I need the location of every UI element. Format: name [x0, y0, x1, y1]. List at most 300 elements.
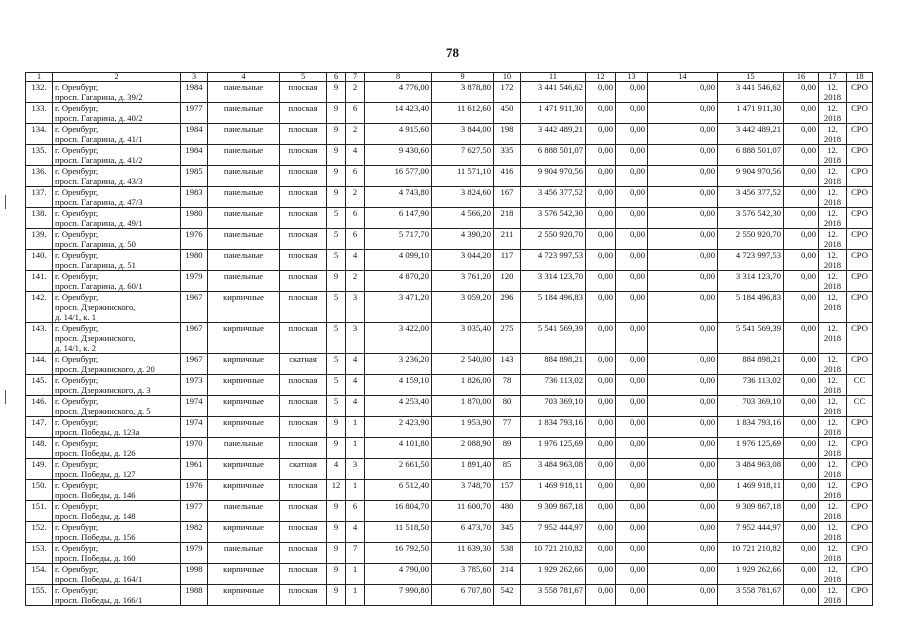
repair-date-line: 12.	[827, 543, 838, 553]
cost-col-15-cell: 6 888 501,07	[718, 145, 784, 166]
floors-cell: 12	[327, 480, 346, 501]
table-row	[26, 229, 873, 250]
repair-date-line: 2018	[823, 574, 842, 584]
residents-cell: 275	[494, 323, 521, 354]
table-row	[26, 250, 873, 271]
cost-col-15-cell: 1 834 793,16	[718, 417, 784, 438]
cost-col-15-cell: 9 309 867,18	[718, 501, 784, 522]
cost-col-16-cell: 0,00	[784, 145, 819, 166]
repair-cost-cell: 1 929 262,66	[521, 564, 586, 585]
residents-cell: 120	[494, 271, 521, 292]
repair-cost-cell: 736 113,02	[521, 375, 586, 396]
residents-cell: 172	[494, 82, 521, 103]
repair-cost-cell: 3 442 489,21	[521, 124, 586, 145]
cost-col-13-cell: 0,00	[616, 438, 648, 459]
cost-col-15-cell: 7 952 444,97	[718, 522, 784, 543]
year-built-cell: 1976	[181, 480, 208, 501]
year-built-cell: 1984	[181, 82, 208, 103]
address-line: г. Оренбург,	[55, 417, 99, 427]
total-area-cell: 4 870,20	[365, 271, 432, 292]
year-built-cell: 1974	[181, 396, 208, 417]
wall-material-cell: кирпичные	[208, 585, 280, 606]
repair-date-line: 2018	[823, 490, 842, 500]
living-area-cell: 4 566,20	[432, 208, 494, 229]
fund-type-cell: СРО	[847, 438, 873, 459]
repair-date-line: 12.	[827, 480, 838, 490]
repair-date-line: 2018	[823, 302, 842, 312]
repair-cost-cell: 1 469 918,11	[521, 480, 586, 501]
wall-material-cell: панельные	[208, 438, 280, 459]
address-line: г. Оренбург,	[55, 564, 99, 574]
floors-cell: 5	[327, 229, 346, 250]
repair-date-line: 12.	[827, 585, 838, 595]
cost-col-14-cell: 0,00	[648, 208, 718, 229]
cost-col-16-cell: 0,00	[784, 522, 819, 543]
repair-date-line: 2018	[823, 385, 842, 395]
total-area-cell: 5 717,70	[365, 229, 432, 250]
entrances-cell: 3	[346, 323, 365, 354]
residents-cell: 89	[494, 438, 521, 459]
repair-date-cell	[819, 250, 847, 271]
repair-cost-cell: 3 576 542,30	[521, 208, 586, 229]
address-line: г. Оренбург,	[55, 187, 99, 197]
repair-cost-cell: 9 904 970,56	[521, 166, 586, 187]
year-built-cell: 1988	[181, 585, 208, 606]
cost-col-12-cell: 0,00	[586, 124, 616, 145]
fund-type-cell: СРО	[847, 250, 873, 271]
column-number: 3	[181, 73, 208, 82]
residents-cell: 416	[494, 166, 521, 187]
floors-cell: 9	[327, 145, 346, 166]
repair-date-cell	[819, 124, 847, 145]
column-number: 5	[280, 73, 327, 82]
address-line: г. Оренбург,	[55, 103, 99, 113]
repair-date-line: 12.	[827, 250, 838, 260]
fund-type-cell: СРО	[847, 187, 873, 208]
repair-date-cell	[819, 396, 847, 417]
repair-date-cell	[819, 417, 847, 438]
repair-date-cell	[819, 292, 847, 323]
address-line: г. Оренбург,	[55, 271, 99, 281]
floors-cell: 5	[327, 323, 346, 354]
cost-col-13-cell: 0,00	[616, 250, 648, 271]
cost-col-13-cell: 0,00	[616, 82, 648, 103]
fund-type-cell: СРО	[847, 501, 873, 522]
repair-date-cell	[819, 564, 847, 585]
entrances-cell: 7	[346, 543, 365, 564]
cost-col-14-cell: 0,00	[648, 459, 718, 480]
cost-col-16-cell: 0,00	[784, 292, 819, 323]
cost-col-14-cell: 0,00	[648, 187, 718, 208]
cost-col-16-cell: 0,00	[784, 124, 819, 145]
repair-date-line: 12.	[827, 354, 838, 364]
repair-date-cell	[819, 480, 847, 501]
cost-col-16-cell: 0,00	[784, 396, 819, 417]
column-number: 12	[586, 73, 616, 82]
total-area-cell: 11 518,50	[365, 522, 432, 543]
roof-type-cell: плоская	[280, 480, 327, 501]
year-built-cell: 1980	[181, 250, 208, 271]
address-cell	[53, 103, 181, 124]
repair-date-line: 2018	[823, 176, 842, 186]
year-built-cell: 1998	[181, 564, 208, 585]
residents-cell: 211	[494, 229, 521, 250]
entrances-cell: 1	[346, 438, 365, 459]
address-line: просп. Дзержинского,	[55, 302, 136, 312]
entrances-cell: 2	[346, 82, 365, 103]
entrances-cell: 6	[346, 103, 365, 124]
repair-date-cell	[819, 501, 847, 522]
address-line: просп. Победы, д. 166/1	[55, 595, 143, 605]
total-area-cell: 16 577,00	[365, 166, 432, 187]
entrances-cell: 2	[346, 187, 365, 208]
fund-type-cell: СРО	[847, 480, 873, 501]
address-line: г. Оренбург,	[55, 459, 99, 469]
cost-col-15-cell: 1 469 918,11	[718, 480, 784, 501]
table-row	[26, 124, 873, 145]
repair-date-line: 12.	[827, 229, 838, 239]
cost-col-16-cell: 0,00	[784, 103, 819, 124]
address-cell	[53, 271, 181, 292]
cost-col-16-cell: 0,00	[784, 208, 819, 229]
repair-cost-cell: 3 558 781,67	[521, 585, 586, 606]
floors-cell: 9	[327, 271, 346, 292]
row-number-cell: 151.	[26, 501, 53, 522]
roof-type-cell: плоская	[280, 438, 327, 459]
repair-cost-cell: 1 471 911,30	[521, 103, 586, 124]
repair-date-cell	[819, 145, 847, 166]
row-number-cell: 133.	[26, 103, 53, 124]
roof-type-cell: плоская	[280, 271, 327, 292]
cost-col-14-cell: 0,00	[648, 103, 718, 124]
wall-material-cell: кирпичные	[208, 375, 280, 396]
address-line: просп. Победы, д. 146	[55, 490, 136, 500]
cost-col-15-cell: 3 441 546,62	[718, 82, 784, 103]
roof-type-cell: плоская	[280, 396, 327, 417]
cost-col-15-cell: 3 314 123,70	[718, 271, 784, 292]
residents-cell: 450	[494, 103, 521, 124]
repair-date-line: 2018	[823, 333, 842, 343]
year-built-cell: 1979	[181, 543, 208, 564]
address-cell	[53, 501, 181, 522]
cost-col-16-cell: 0,00	[784, 323, 819, 354]
year-built-cell: 1976	[181, 229, 208, 250]
cost-col-12-cell: 0,00	[586, 166, 616, 187]
cost-col-14-cell: 0,00	[648, 323, 718, 354]
living-area-cell: 1 891,40	[432, 459, 494, 480]
column-number: 15	[718, 73, 784, 82]
repair-date-line: 12.	[827, 323, 838, 333]
floors-cell: 4	[327, 459, 346, 480]
address-cell	[53, 564, 181, 585]
repair-date-line: 2018	[823, 281, 842, 291]
cost-col-16-cell: 0,00	[784, 438, 819, 459]
table-row	[26, 417, 873, 438]
year-built-cell: 1984	[181, 124, 208, 145]
address-cell	[53, 187, 181, 208]
roof-type-cell: плоская	[280, 82, 327, 103]
table-row	[26, 187, 873, 208]
wall-material-cell: панельные	[208, 82, 280, 103]
cost-col-15-cell: 5 184 496,83	[718, 292, 784, 323]
cost-col-12-cell: 0,00	[586, 145, 616, 166]
wall-material-cell: кирпичные	[208, 522, 280, 543]
row-number-cell: 145.	[26, 375, 53, 396]
cost-col-14-cell: 0,00	[648, 375, 718, 396]
table-row	[26, 396, 873, 417]
living-area-cell: 2 540,00	[432, 354, 494, 375]
residents-cell: 77	[494, 417, 521, 438]
cost-col-13-cell: 0,00	[616, 459, 648, 480]
address-line: г. Оренбург,	[55, 145, 99, 155]
address-line: просп. Гагарина, д. 47/3	[55, 197, 143, 207]
address-line: просп. Гагарина, д. 41/1	[55, 134, 143, 144]
fund-type-cell: СРО	[847, 585, 873, 606]
page-number: 78	[446, 45, 459, 60]
living-area-cell: 4 390,20	[432, 229, 494, 250]
wall-material-cell: панельные	[208, 501, 280, 522]
entrances-cell: 2	[346, 124, 365, 145]
cost-col-12-cell: 0,00	[586, 522, 616, 543]
living-area-cell: 1 870,00	[432, 396, 494, 417]
living-area-cell: 3 844,00	[432, 124, 494, 145]
address-line: просп. Дзержинского, д. 20	[55, 364, 155, 374]
repair-cost-cell: 5 184 496,83	[521, 292, 586, 323]
year-built-cell: 1967	[181, 292, 208, 323]
wall-material-cell: кирпичные	[208, 480, 280, 501]
cost-col-16-cell: 0,00	[784, 459, 819, 480]
wall-material-cell: панельные	[208, 187, 280, 208]
row-number-cell: 155.	[26, 585, 53, 606]
year-built-cell: 1985	[181, 166, 208, 187]
row-number-cell: 138.	[26, 208, 53, 229]
fund-type-cell: СРО	[847, 354, 873, 375]
floors-cell: 5	[327, 375, 346, 396]
cost-col-16-cell: 0,00	[784, 82, 819, 103]
fund-type-cell: СРО	[847, 459, 873, 480]
fund-type-cell: СРО	[847, 208, 873, 229]
total-area-cell: 16 792,50	[365, 543, 432, 564]
cost-col-13-cell: 0,00	[616, 543, 648, 564]
cost-col-15-cell: 1 976 125,69	[718, 438, 784, 459]
row-number-cell: 141.	[26, 271, 53, 292]
repair-date-line: 12.	[827, 292, 838, 302]
entrances-cell: 4	[346, 522, 365, 543]
repair-cost-cell: 7 952 444,97	[521, 522, 586, 543]
row-number-cell: 139.	[26, 229, 53, 250]
year-built-cell: 1967	[181, 354, 208, 375]
wall-material-cell: панельные	[208, 543, 280, 564]
floors-cell: 9	[327, 543, 346, 564]
column-number: 14	[648, 73, 718, 82]
year-built-cell: 1977	[181, 501, 208, 522]
wall-material-cell: панельные	[208, 103, 280, 124]
address-line: г. Оренбург,	[55, 522, 99, 532]
roof-type-cell: плоская	[280, 292, 327, 323]
cost-col-15-cell: 703 369,10	[718, 396, 784, 417]
total-area-cell: 6 147,90	[365, 208, 432, 229]
fund-type-cell: СРО	[847, 417, 873, 438]
cost-col-12-cell: 0,00	[586, 271, 616, 292]
floors-cell: 9	[327, 187, 346, 208]
margin-mark	[5, 390, 6, 404]
year-built-cell: 1977	[181, 103, 208, 124]
repair-date-cell	[819, 187, 847, 208]
repair-date-line: 12.	[827, 459, 838, 469]
cost-col-13-cell: 0,00	[616, 103, 648, 124]
entrances-cell: 4	[346, 354, 365, 375]
year-built-cell: 1982	[181, 522, 208, 543]
address-line: г. Оренбург,	[55, 585, 99, 595]
row-number-cell: 135.	[26, 145, 53, 166]
table-row	[26, 522, 873, 543]
cost-col-12-cell: 0,00	[586, 250, 616, 271]
address-line: г. Оренбург,	[55, 323, 99, 333]
roof-type-cell: плоская	[280, 585, 327, 606]
repair-cost-cell: 3 314 123,70	[521, 271, 586, 292]
floors-cell: 9	[327, 564, 346, 585]
address-line: просп. Гагарина, д. 43/3	[55, 176, 143, 186]
living-area-cell: 2 088,90	[432, 438, 494, 459]
address-line: г. Оренбург,	[55, 438, 99, 448]
cost-col-13-cell: 0,00	[616, 564, 648, 585]
total-area-cell: 6 512,40	[365, 480, 432, 501]
residents-cell: 345	[494, 522, 521, 543]
cost-col-14-cell: 0,00	[648, 396, 718, 417]
cost-col-15-cell: 3 576 542,30	[718, 208, 784, 229]
residents-cell: 335	[494, 145, 521, 166]
fund-type-cell: СРО	[847, 124, 873, 145]
row-number-cell: 137.	[26, 187, 53, 208]
table-row	[26, 82, 873, 103]
wall-material-cell: кирпичные	[208, 323, 280, 354]
repair-date-line: 2018	[823, 406, 842, 416]
year-built-cell: 1980	[181, 208, 208, 229]
fund-type-cell: СРО	[847, 323, 873, 354]
cost-col-15-cell: 1 471 911,30	[718, 103, 784, 124]
year-built-cell: 1984	[181, 145, 208, 166]
table-row	[26, 208, 873, 229]
cost-col-15-cell: 1 929 262,66	[718, 564, 784, 585]
roof-type-cell: плоская	[280, 250, 327, 271]
address-line: просп. Победы, д. 123а	[55, 427, 140, 437]
total-area-cell: 16 804,70	[365, 501, 432, 522]
address-cell	[53, 375, 181, 396]
address-cell	[53, 124, 181, 145]
cost-col-13-cell: 0,00	[616, 522, 648, 543]
total-area-cell: 3 471,20	[365, 292, 432, 323]
repair-date-cell	[819, 166, 847, 187]
address-cell	[53, 417, 181, 438]
cost-col-13-cell: 0,00	[616, 229, 648, 250]
repair-cost-cell: 1 976 125,69	[521, 438, 586, 459]
row-number-cell: 146.	[26, 396, 53, 417]
repair-date-line: 12.	[827, 208, 838, 218]
wall-material-cell: панельные	[208, 166, 280, 187]
cost-col-14-cell: 0,00	[648, 145, 718, 166]
address-line: г. Оренбург,	[55, 292, 99, 302]
address-cell	[53, 438, 181, 459]
cost-col-13-cell: 0,00	[616, 480, 648, 501]
table-row	[26, 543, 873, 564]
table-row	[26, 166, 873, 187]
floors-cell: 9	[327, 438, 346, 459]
repair-date-line: 12.	[827, 82, 838, 92]
row-number-cell: 136.	[26, 166, 53, 187]
total-area-cell: 4 790,00	[365, 564, 432, 585]
column-number: 1	[26, 73, 53, 82]
row-number-cell: 154.	[26, 564, 53, 585]
address-cell	[53, 166, 181, 187]
cost-col-12-cell: 0,00	[586, 396, 616, 417]
cost-col-12-cell: 0,00	[586, 323, 616, 354]
fund-type-cell: СРО	[847, 543, 873, 564]
entrances-cell: 3	[346, 459, 365, 480]
row-number-cell: 153.	[26, 543, 53, 564]
repair-date-cell	[819, 585, 847, 606]
address-line: просп. Гагарина, д. 39/2	[55, 92, 143, 102]
address-line: просп. Победы, д. 127	[55, 469, 136, 479]
cost-col-12-cell: 0,00	[586, 354, 616, 375]
total-area-cell: 4 159,10	[365, 375, 432, 396]
year-built-cell: 1967	[181, 323, 208, 354]
cost-col-15-cell: 884 898,21	[718, 354, 784, 375]
registry-table	[25, 72, 873, 606]
roof-type-cell: плоская	[280, 375, 327, 396]
entrances-cell: 1	[346, 585, 365, 606]
repair-cost-cell: 3 441 546,62	[521, 82, 586, 103]
cost-col-13-cell: 0,00	[616, 187, 648, 208]
repair-date-cell	[819, 522, 847, 543]
total-area-cell: 7 990,80	[365, 585, 432, 606]
cost-col-13-cell: 0,00	[616, 145, 648, 166]
row-number-cell: 140.	[26, 250, 53, 271]
cost-col-16-cell: 0,00	[784, 375, 819, 396]
residents-cell: 85	[494, 459, 521, 480]
repair-cost-cell: 884 898,21	[521, 354, 586, 375]
repair-date-line: 12.	[827, 564, 838, 574]
roof-type-cell: плоская	[280, 187, 327, 208]
address-cell	[53, 480, 181, 501]
floors-cell: 9	[327, 103, 346, 124]
entrances-cell: 6	[346, 501, 365, 522]
floors-cell: 9	[327, 82, 346, 103]
floors-cell: 9	[327, 124, 346, 145]
address-cell	[53, 522, 181, 543]
fund-type-cell: СРО	[847, 292, 873, 323]
floors-cell: 9	[327, 417, 346, 438]
repair-date-line: 2018	[823, 553, 842, 563]
cost-col-13-cell: 0,00	[616, 292, 648, 323]
cost-col-15-cell: 3 484 963,08	[718, 459, 784, 480]
repair-cost-cell: 10 721 210,82	[521, 543, 586, 564]
address-line: д. 14/1, к. 2	[55, 343, 97, 353]
living-area-cell: 3 059,20	[432, 292, 494, 323]
address-line: просп. Дзержинского, д. 5	[55, 406, 151, 416]
living-area-cell: 3 761,20	[432, 271, 494, 292]
address-line: г. Оренбург,	[55, 82, 99, 92]
address-line: г. Оренбург,	[55, 501, 99, 511]
repair-cost-cell: 9 309 867,18	[521, 501, 586, 522]
roof-type-cell: плоская	[280, 543, 327, 564]
column-number: 17	[819, 73, 847, 82]
repair-date-line: 12.	[827, 166, 838, 176]
living-area-cell: 3 035,40	[432, 323, 494, 354]
entrances-cell: 4	[346, 145, 365, 166]
wall-material-cell: панельные	[208, 271, 280, 292]
repair-cost-cell: 4 723 997,53	[521, 250, 586, 271]
repair-date-line: 2018	[823, 134, 842, 144]
